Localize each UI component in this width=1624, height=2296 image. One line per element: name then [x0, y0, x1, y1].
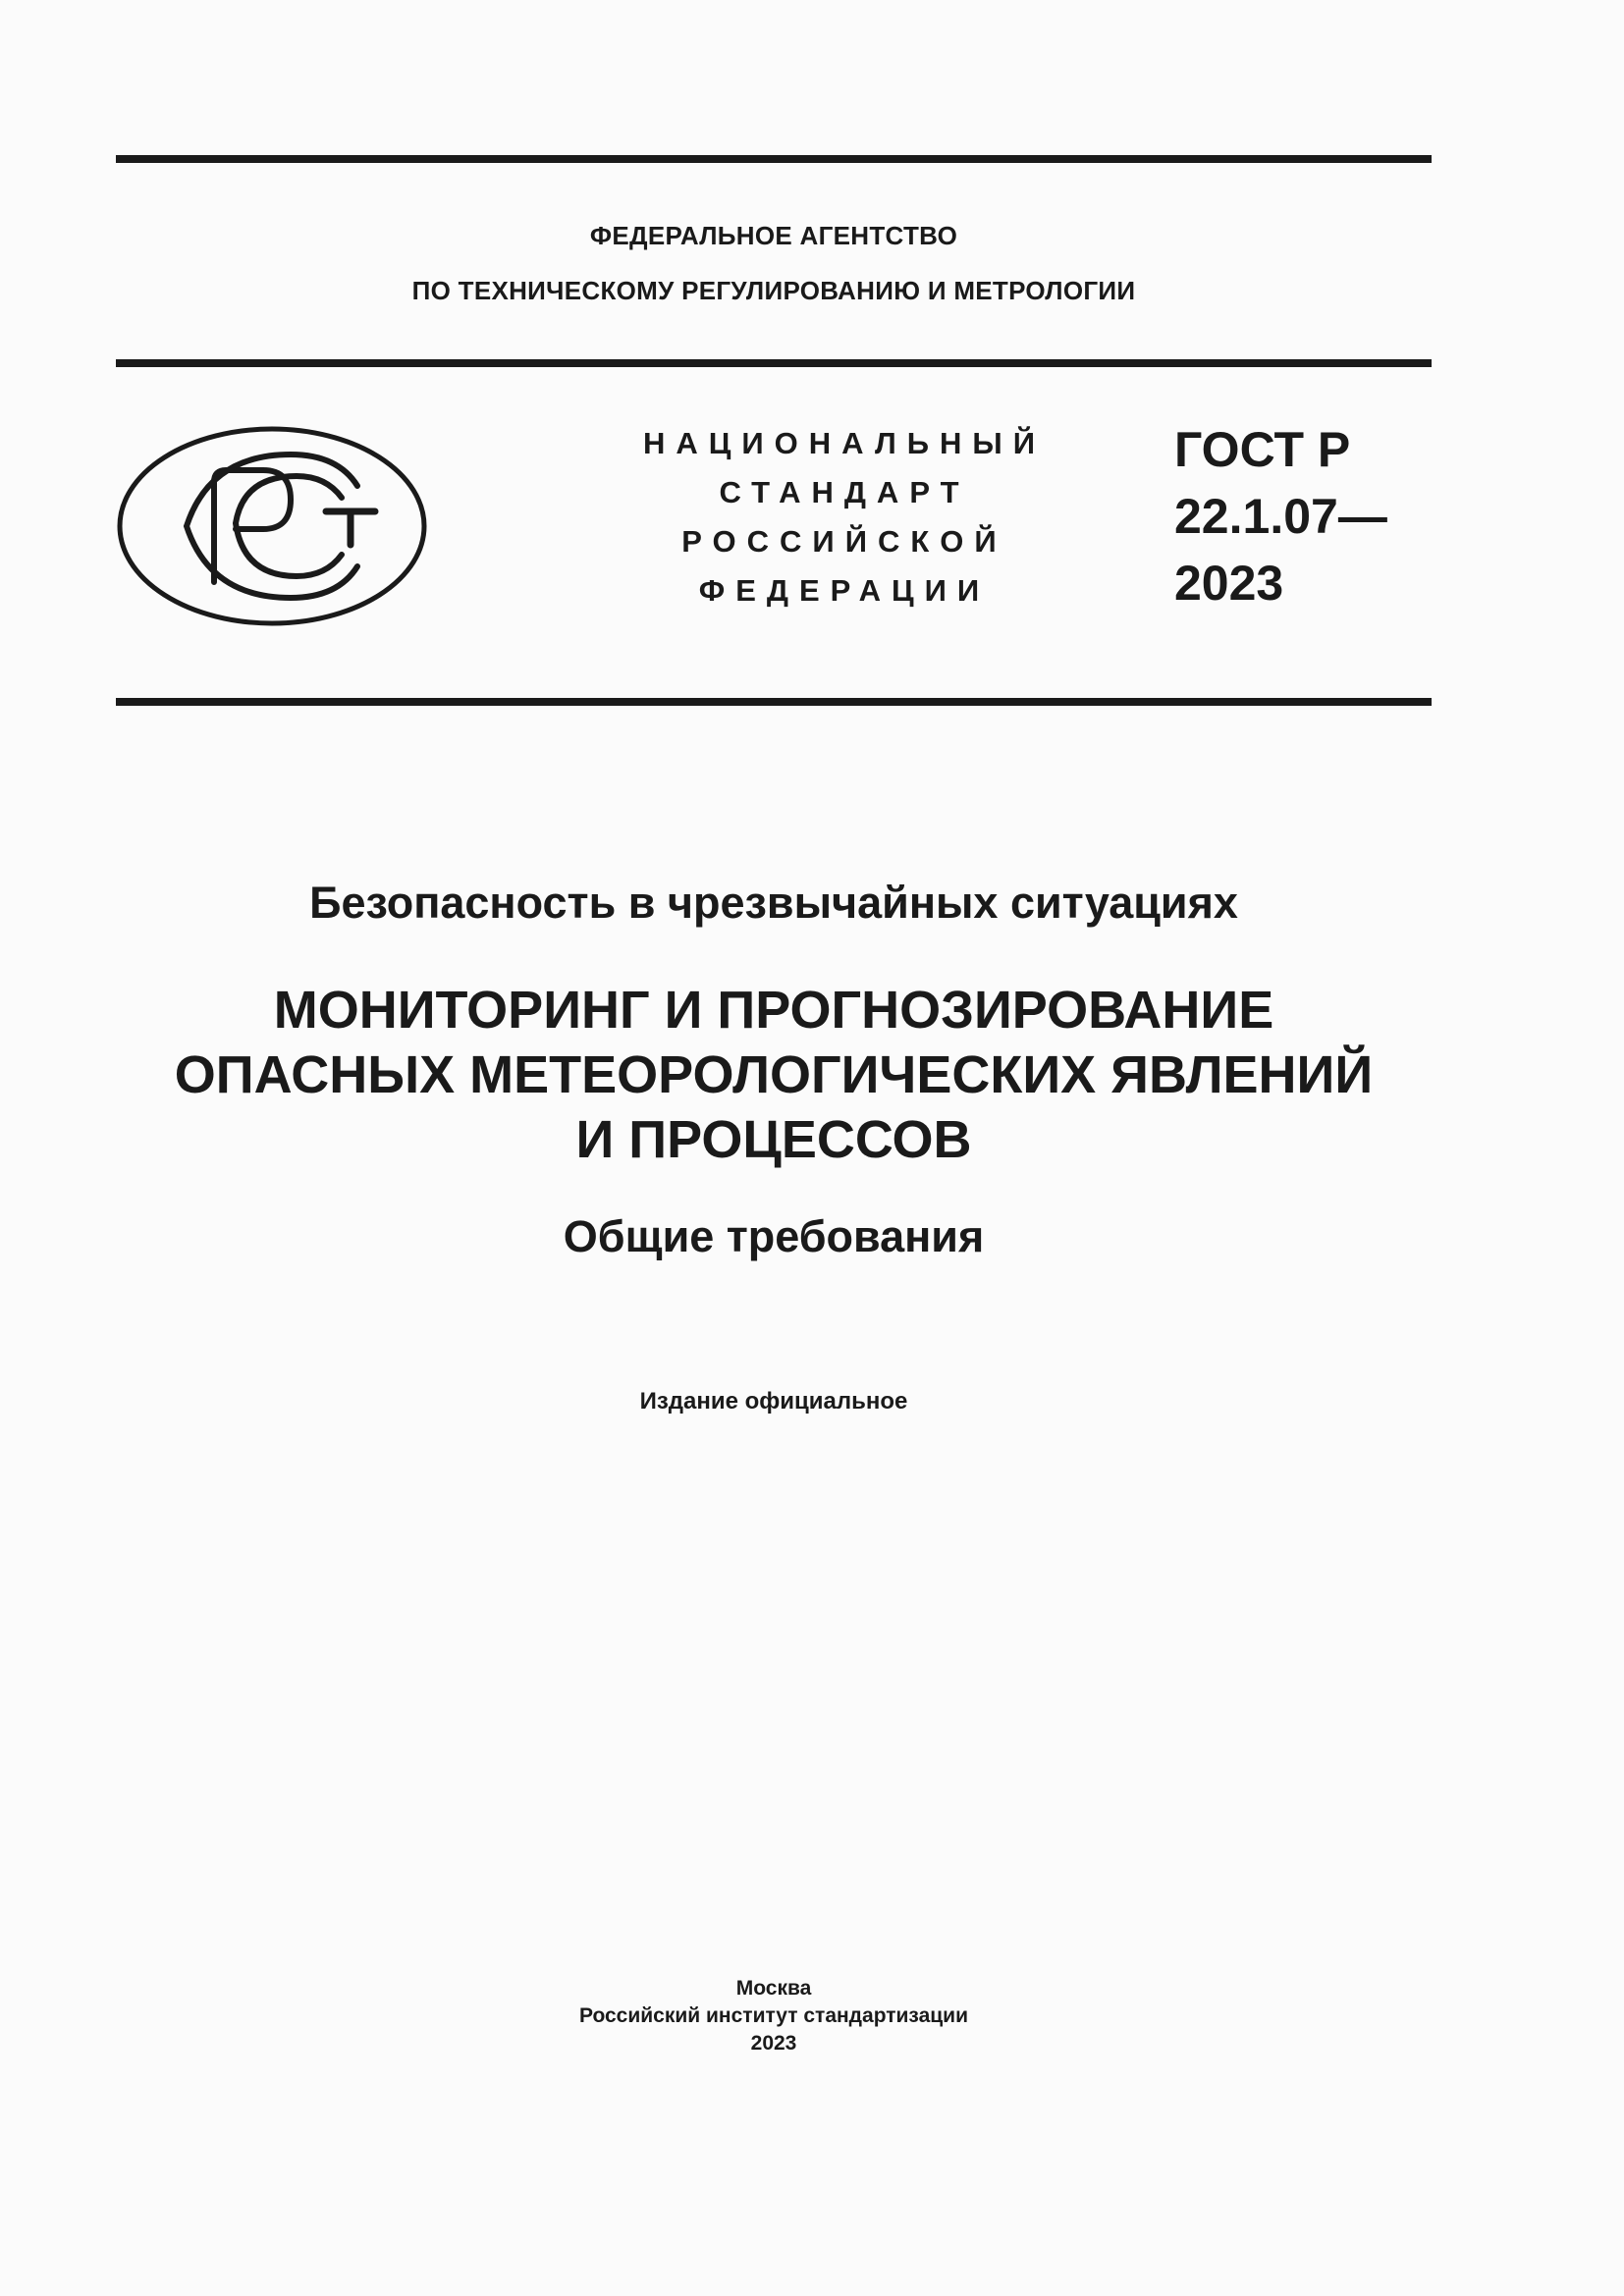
gost-designation-line3: 2023 — [1174, 556, 1284, 611]
series-title: Безопасность в чрезвычайных ситуациях — [309, 878, 1238, 928]
standard-divider-rule — [116, 698, 1432, 706]
agency-name-line1: ФЕДЕРАЛЬНОЕ АГЕНТСТВО — [589, 221, 958, 250]
document-title-line3: И ПРОЦЕССОВ — [575, 1110, 972, 1169]
national-standard-line3: РОССИЙСКОЙ — [681, 524, 1007, 559]
document-title — [116, 978, 1432, 1172]
gost-designation-line2: 22.1.07— — [1174, 489, 1387, 544]
document-subtitle: Общие требования — [563, 1211, 985, 1261]
national-standard-line2: СТАНДАРТ — [719, 475, 970, 509]
gost-designation-line1: ГОСТ Р — [1174, 422, 1351, 477]
document-title-line2: ОПАСНЫХ МЕТЕОРОЛОГИЧЕСКИХ ЯВЛЕНИЙ — [174, 1045, 1374, 1104]
rst-certification-mark-icon — [116, 425, 428, 627]
footer-publisher: Российский институт стандартизации — [578, 2004, 969, 2027]
top-rule — [116, 155, 1432, 163]
national-standard-line4: ФЕДЕРАЦИИ — [698, 573, 991, 608]
agency-name-line2: ПО ТЕХНИЧЕСКОМУ РЕГУЛИРОВАНИЮ И МЕТРОЛОГИИ — [411, 276, 1136, 305]
document-title-line1: МОНИТОРИНГ И ПРОГНОЗИРОВАНИЕ — [273, 981, 1274, 1040]
national-standard-line1: НАЦИОНАЛЬНЫЙ — [642, 426, 1047, 460]
edition-note: Издание официальное — [639, 1388, 908, 1415]
footer-year: 2023 — [750, 2032, 797, 2055]
agency-divider-rule — [116, 359, 1432, 367]
footer-city: Москва — [735, 1977, 812, 2000]
